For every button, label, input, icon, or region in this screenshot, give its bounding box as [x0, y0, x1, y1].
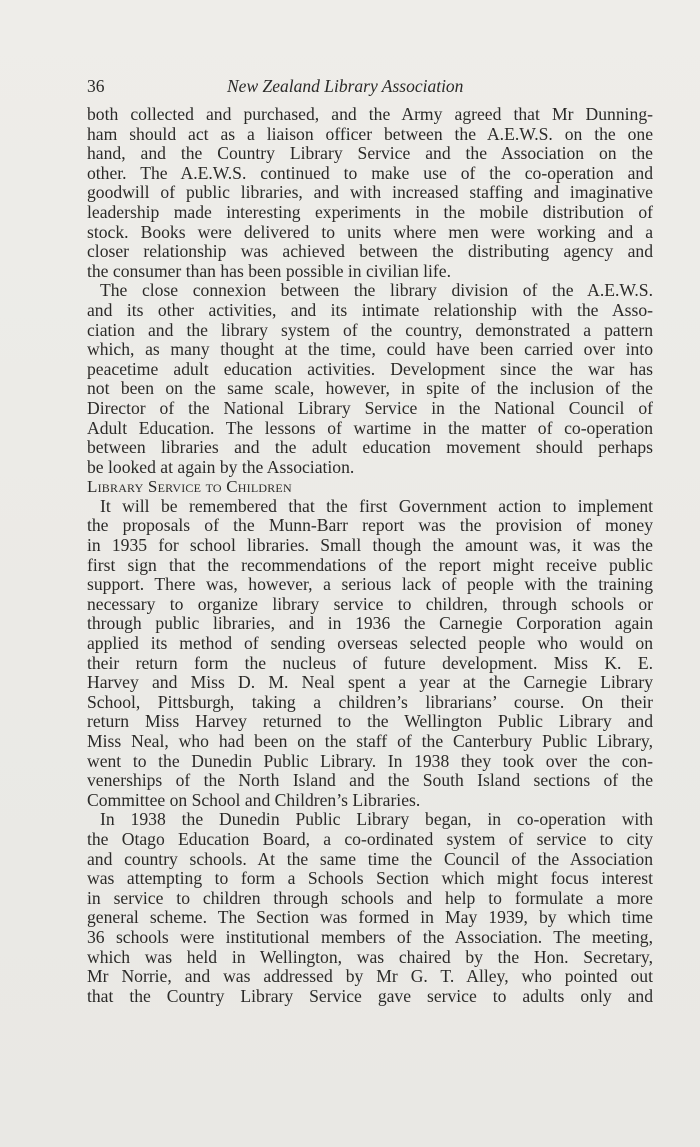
text-line: which was held in Wellington, was chaired by the Hon. Secretary,: [87, 947, 653, 967]
text-line: Director of the National Library Service in the National Council of: [87, 398, 653, 418]
text-line: necessary to organize library service to children, through schools or: [87, 594, 653, 614]
text-line: hand, and the Country Library Service and the Association on the: [87, 144, 653, 164]
text-line: other. The A.E.W.S. continued to make use of the co-operation and: [87, 163, 653, 183]
text-line: in 1935 for school libraries. Small though the amount was, it was the: [87, 536, 653, 556]
text-line: leadership made interesting experiments in the mobile distribution of: [87, 202, 653, 222]
text-line: be looked at again by the Association.: [87, 457, 355, 477]
section-heading: Library Service to Children: [87, 477, 292, 497]
text-line: stock. Books were delivered to units where men were working and a: [87, 222, 653, 242]
text-line: Committee on School and Children’s Libraries.: [87, 790, 421, 810]
text-line: School, Pittsburgh, taking a children’s librarians’ course. On their: [87, 692, 653, 712]
text-line: and its other activities, and its intimate relationship with the Asso-: [87, 300, 653, 320]
text-line: between libraries and the adult education movement should perhaps: [87, 438, 653, 458]
text-line: peacetime adult education activities. Development since the war has: [87, 359, 653, 379]
text-line: the consumer than has been possible in civilian life.: [87, 261, 451, 281]
text-line: Mr Norrie, and was addressed by Mr G. T. Alley, who pointed out: [87, 967, 653, 987]
page-header: [87, 76, 653, 100]
text-line: goodwill of public libraries, and with increased staffing and imaginative: [87, 183, 653, 203]
text-line: 36 schools were institutional members of the Association. The meeting,: [87, 927, 653, 947]
text-line: In 1938 the Dunedin Public Library began, in co-operation with: [100, 810, 653, 830]
text-line: return Miss Harvey returned to the Wellington Public Library and: [87, 712, 653, 732]
paragraph-3: [87, 497, 653, 811]
running-head: New Zealand Library Association: [227, 76, 464, 96]
text-line: the proposals of the Munn-Barr report was the provision of money: [87, 516, 653, 536]
text-line: venerships of the North Island and the South Island sections of the: [87, 771, 653, 791]
text-line: general scheme. The Section was formed in May 1939, by which time: [87, 908, 653, 928]
text-line: through public libraries, and in 1936 the Carnegie Corporation again: [87, 614, 653, 634]
text-line: went to the Dunedin Public Library. In 1938 they took over the con-: [87, 751, 653, 771]
text-line: in service to children through schools and help to formulate a more: [87, 888, 653, 908]
text-line: closer relationship was achieved between the distributing agency and: [87, 242, 653, 262]
paragraph-2: [87, 281, 653, 477]
page-number: 36: [87, 76, 105, 96]
text-line: was attempting to form a Schools Section which might focus interest: [87, 869, 653, 889]
text-line: first sign that the recommendations of the report might receive public: [87, 555, 653, 575]
text-line: The close connexion between the library division of the A.E.W.S.: [100, 281, 653, 301]
text-line: both collected and purchased, and the Army agreed that Mr Dunning-: [87, 105, 653, 124]
text-line: It will be remembered that the first Government action to implement: [100, 496, 653, 516]
paragraph-4: [87, 810, 653, 1006]
text-line: not been on the same scale, however, in spite of the inclusion of the: [87, 379, 653, 399]
paragraph-1: [87, 105, 653, 281]
text-line: Miss Neal, who had been on the staff of the Canterbury Public Library,: [87, 732, 653, 751]
text-line: Adult Education. The lessons of wartime in the matter of co-operation: [87, 418, 653, 438]
text-line: applied its method of sending overseas selected people who would on: [87, 634, 653, 654]
text-line: ciation and the library system of the country, demonstrated a pattern: [87, 320, 653, 340]
text-line: the Otago Education Board, a co-ordinated system of service to city: [87, 829, 653, 849]
text-line: that the Country Library Service gave service to adults only and: [87, 986, 653, 1006]
text-line: their return form the nucleus of future development. Miss K. E.: [87, 653, 653, 673]
text-line: which, as many thought at the time, could have been carried over into: [87, 340, 653, 360]
text-line: ham should act as a liaison officer between the A.E.W.S. on the one: [87, 124, 653, 144]
text-line: Harvey and Miss D. M. Neal spent a year at the Carnegie Library: [87, 673, 653, 693]
text-line: and country schools. At the same time the Council of the Association: [87, 849, 653, 869]
text-line: support. There was, however, a serious lack of people with the training: [87, 575, 653, 595]
body-text: [87, 105, 653, 1006]
